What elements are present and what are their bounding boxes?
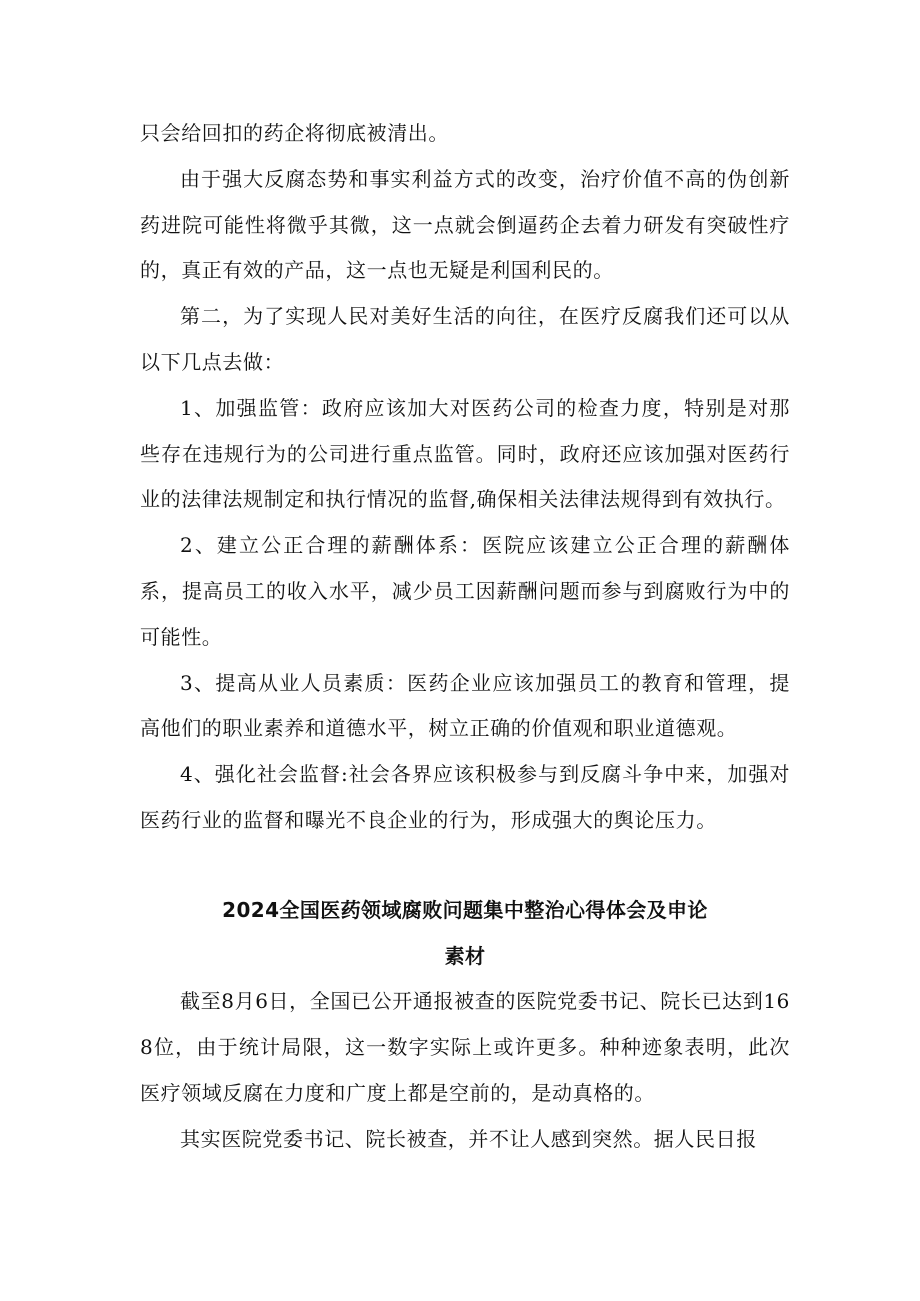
section-title: [140, 888, 790, 980]
paragraph-item-1-supervision: 1、加强监管：政府应该加大对医药公司的检查力度，特别是对那些存在违规行为的公司进行重点监管。同时，政府还应该加强对医药行业的法律法规制定和执行情况的监督,确保相关法律法规得到有效执行。: [140, 395, 790, 512]
section-title-line-2: 素材: [444, 943, 486, 968]
paragraph-item-4-social-supervision: 4、强化社会监督:社会各界应该积极参与到反腐斗争中来，加强对医药行业的监督和曝光不良企业的行为，形成强大的舆论压力。: [140, 762, 790, 832]
paragraph-statistics: 截至8月6日，全国已公开通报被查的医院党委书记、院长已达到168位，由于统计局限，这一数字实际上或许更多。种种迹象表明，此次医疗领域反腐在力度和广度上都是空前的，是动真格的。: [140, 989, 790, 1105]
paragraph-continuation: 只会给回扣的药企将彻底被清出。: [140, 121, 449, 145]
paragraph-not-sudden: 其实医院党委书记、院长被查，并不让人感到突然。据人民日报: [180, 1126, 757, 1151]
paragraph-innovation: 由于强大反腐态势和事实利益方式的改变，治疗价值不高的伪创新药进院可能性将微乎其微，这一点就会倒逼药企去着力研发有突破性疗的，真正有效的产品，这一点也无疑是利国利民的。: [140, 166, 790, 283]
paragraph-item-3-quality: 3、提高从业人员素质：医药企业应该加强员工的教育和管理，提高他们的职业素养和道德水平，树立正确的价值观和职业道德观。: [140, 670, 790, 741]
paragraph-item-2-salary: 2、建立公正合理的薪酬体系：医院应该建立公正合理的薪酬体系，提高员工的收入水平，减少员工因薪酬问题而参与到腐败行为中的可能性。: [140, 533, 790, 649]
section-title-line-1: 2024全国医药领域腐败问题集中整治心得体会及申论: [222, 897, 708, 922]
paragraph-second-point: 第二，为了实现人民对美好生活的向往，在医疗反腐我们还可以从以下几点去做：: [140, 304, 790, 374]
document-page: [140, 111, 790, 1163]
